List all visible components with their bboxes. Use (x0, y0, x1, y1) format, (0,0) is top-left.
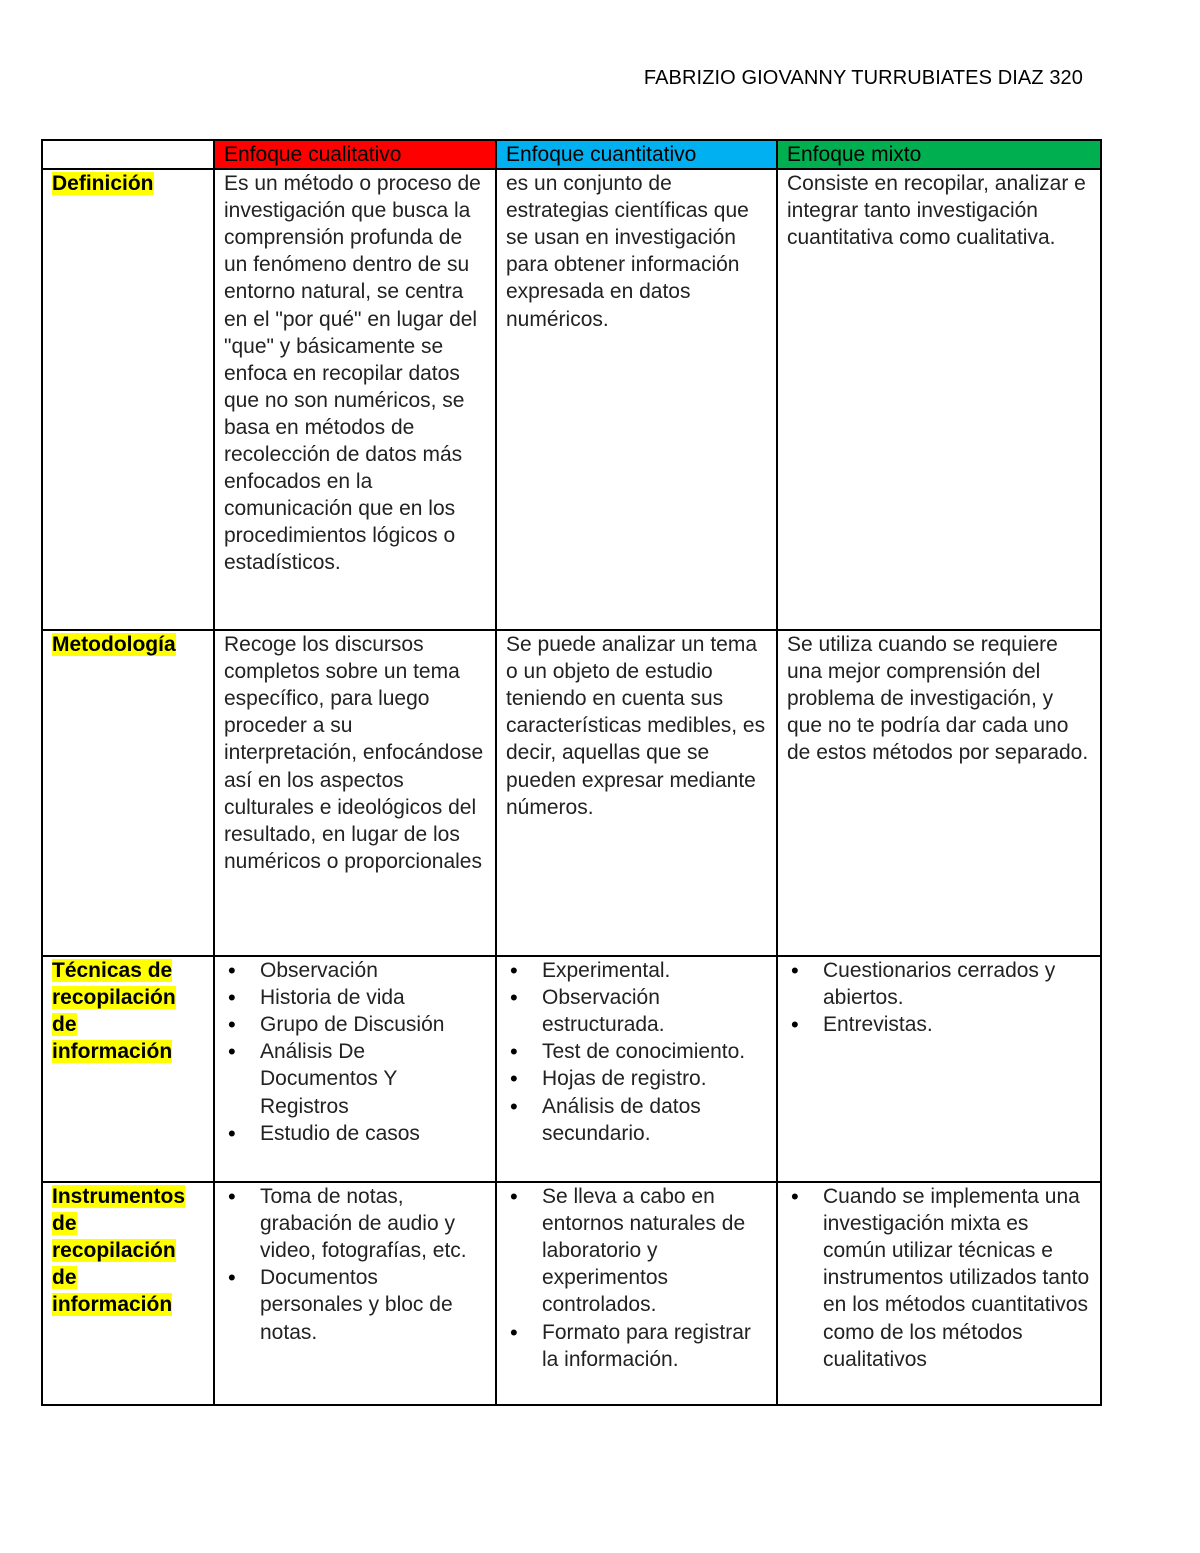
text-definicion-mixto: Consiste en recopilar, analizar e integrar tanto investigación cuantitativa como cualitativa. (787, 172, 1086, 250)
cell-definicion-cuantitativo (496, 169, 777, 630)
cell-definicion-cualitativo (214, 169, 496, 630)
list-item: • Documentos personales y bloc de notas. (260, 1264, 486, 1345)
list-item: • Se lleva a cabo en entornos naturales de laboratorio y experimentos controlados. (542, 1183, 767, 1318)
row-definicion (42, 169, 1101, 630)
row-label-definicion (42, 169, 214, 630)
label-instrumentos-line: de (52, 1212, 77, 1236)
list-item: • Historia de vida (260, 984, 486, 1011)
text-metodologia-cuantitativo: Se puede analizar un tema o un objeto de estudio teniendo en cuenta sus características medibles, es decir, aquellas que se pueden expresar mediante números. (506, 633, 766, 819)
header-cualitativo: Enfoque cualitativo (214, 140, 496, 169)
cell-instrumentos-cuantitativo (496, 1182, 777, 1405)
list-item: • Grupo de Discusión (260, 1011, 486, 1038)
text-definicion-cualitativo: Es un método o proceso de investigación que busca la comprensión profunda de un fenómeno dentro de su entorno natural, se centra en el "por qué" en lugar del "que" y básicamente se enfoca en recopilar datos que no son numéricos, se basa en métodos de recolección de datos más enfocados en la comunicación que en los procedimientos lógicos o estadísticos. (224, 172, 481, 575)
cell-tecnicas-mixto (777, 956, 1101, 1182)
label-tecnicas-line: de (52, 1013, 77, 1037)
label-metodologia: Metodología (52, 633, 176, 657)
list-item: • Hojas de registro. (542, 1065, 767, 1092)
row-label-metodologia (42, 630, 214, 956)
header-corner-cell (42, 140, 214, 169)
label-instrumentos-line: información (52, 1293, 173, 1317)
row-label-tecnicas (42, 956, 214, 1182)
list-item: • Cuando se implementa una investigación mixta es común utilizar técnicas e instrumentos utilizados tanto en los métodos cuantitativos como de los métodos cualitativos (823, 1183, 1091, 1373)
cell-metodologia-cualitativo (214, 630, 496, 956)
list-item: • Experimental. (542, 957, 767, 984)
row-instrumentos (42, 1182, 1101, 1405)
list-instrumentos-cualitativo (224, 1183, 486, 1346)
cell-definicion-mixto (777, 169, 1101, 630)
row-metodologia (42, 630, 1101, 956)
header-cuantitativo: Enfoque cuantitativo (496, 140, 777, 169)
cell-instrumentos-cualitativo (214, 1182, 496, 1405)
label-tecnicas-line: Técnicas de (52, 959, 173, 983)
cell-tecnicas-cualitativo (214, 956, 496, 1182)
cell-metodologia-cuantitativo (496, 630, 777, 956)
list-item: • Observación estructurada. (542, 984, 767, 1038)
label-instrumentos-line: Instrumentos (52, 1185, 186, 1209)
list-item: • Test de conocimiento. (542, 1038, 767, 1065)
label-instrumentos-line: recopilación (52, 1239, 176, 1263)
label-tecnicas-line: información (52, 1040, 173, 1064)
text-definicion-cuantitativo: es un conjunto de estrategias científicas que se usan en investigación para obtener información expresada en datos numéricos. (506, 172, 749, 331)
row-label-instrumentos (42, 1182, 214, 1405)
list-item: • Cuestionarios cerrados y abiertos. (823, 957, 1091, 1011)
label-instrumentos-line: de (52, 1266, 77, 1290)
header-row (42, 140, 1101, 169)
list-instrumentos-cuantitativo (506, 1183, 767, 1373)
list-item: • Formato para registrar la información. (542, 1319, 767, 1373)
cell-tecnicas-cuantitativo (496, 956, 777, 1182)
cell-instrumentos-mixto (777, 1182, 1101, 1405)
label-tecnicas-line: recopilación (52, 986, 176, 1010)
cell-metodologia-mixto (777, 630, 1101, 956)
list-tecnicas-mixto (787, 957, 1091, 1038)
list-item: • Entrevistas. (823, 1011, 1091, 1038)
author-name: FABRIZIO GIOVANNY TURRUBIATES DIAZ 320 (643, 67, 1083, 89)
list-item: • Observación (260, 957, 486, 984)
list-tecnicas-cuantitativo (506, 957, 767, 1147)
list-item: • Análisis De Documentos Y Registros (260, 1038, 486, 1119)
list-instrumentos-mixto (787, 1183, 1091, 1373)
list-tecnicas-cualitativo (224, 957, 486, 1147)
list-item: • Toma de notas, grabación de audio y video, fotografías, etc. (260, 1183, 486, 1264)
text-metodologia-mixto: Se utiliza cuando se requiere una mejor comprensión del problema de investigación, y que no te podría dar cada uno de estos métodos por separado. (787, 633, 1089, 765)
list-item: • Estudio de casos (260, 1120, 486, 1147)
list-item: • Análisis de datos secundario. (542, 1093, 767, 1147)
header-mixto: Enfoque mixto (777, 140, 1101, 169)
text-metodologia-cualitativo: Recoge los discursos completos sobre un tema específico, para luego proceder a su interpretación, enfocándose así en los aspectos culturales e ideológicos del resultado, en lugar de los numéricos o proporcionales (224, 633, 484, 873)
label-definicion: Definición (52, 172, 154, 196)
comparison-table (41, 139, 1102, 1406)
row-tecnicas (42, 956, 1101, 1182)
